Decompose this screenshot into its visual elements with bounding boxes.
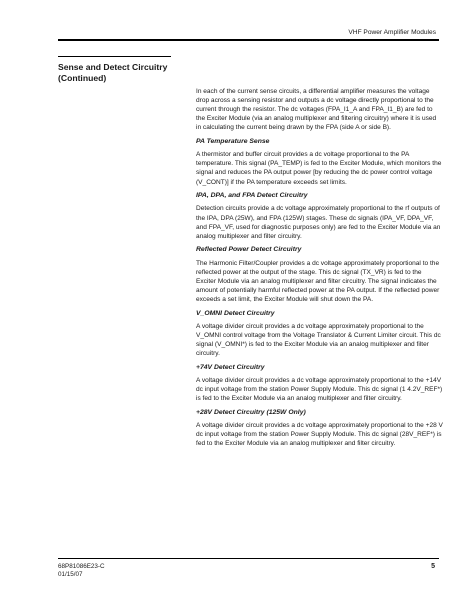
footer-date: 01/15/07	[58, 571, 83, 579]
plus-74v-heading: +74V Detect Circuitry	[196, 363, 265, 371]
plus-28v-paragraph: A voltage divider circuit provides a dc voltage approximately proportional to the +28 V dc input voltage from the station Power Supply Module. This dc signal (28V_REF*) is fed to the Exciter Module via an analog multiplexer and filter circuitry.	[196, 422, 443, 448]
section-title	[58, 62, 183, 83]
reflected-power-heading: Reflected Power Detect Circuitry	[196, 246, 302, 254]
v-omni-heading: V_OMNI Detect Circuitry	[196, 309, 275, 317]
body-content	[196, 87, 443, 453]
footer-doc-number: 68P81086E23-C	[58, 563, 105, 570]
pa-temperature-paragraph: A thermistor and buffer circuit provides a dc voltage proportional to the PA temperature. This signal (PA_TEMP) is fed to the Exciter Module, which monitors the signal and reduces the PA output power [by reducing the dc power control voltage (V_CONT)] if the PA temperature exceeds set limits.	[196, 151, 442, 186]
section-title-line-1: Sense and Detect Circuitry	[58, 62, 168, 72]
page-number: 5	[431, 563, 435, 570]
intro-paragraph: In each of the current sense circuits, a differential amplifier measures the voltage drop across a sensing resistor and outputs a dc voltage directly proportional to the current through the resistor. The dc voltages (FPA_I1_A and FPA_I1_B) are fed to the Exciter Module (via an analog multiplexer and filtering circuitry) where it is used in calculating the current being drawn by the FPA (side A or side B).	[196, 88, 437, 132]
detect-circuitry-heading: IPA, DPA, and FPA Detect Circuitry	[196, 192, 308, 200]
footer-document-info	[58, 563, 105, 579]
detect-circuitry-paragraph: Detection circuits provide a dc voltage approximately proportional to the rf outputs of the IPA, DPA (25W), and FPA (125W) stages. These dc signals (IPA_VF, DPA_VF, and FPA_VF, used for diagnostic purposes only) are fed to the Exciter Module via an analog multiplexer and filter circuitry.	[196, 205, 441, 240]
header-divider	[58, 39, 439, 41]
pa-temperature-heading: PA Temperature Sense	[196, 138, 270, 146]
reflected-power-paragraph: The Harmonic Filter/Coupler provides a dc voltage approximately proportional to the reflected power at the output of the stage. This dc signal (TX_VR) is fed to the Exciter Module via an analog multiplexer and filter circuitry. The signal indicates the amount of potentially harmful reflected power at the PA output. If the reflected power exceeds a set limit, the Exciter Module will shut down the PA.	[196, 259, 440, 303]
v-omni-paragraph: A voltage divider circuit provides a dc voltage approximately proportional to the V_OMNI control voltage from the Voltage Translator & Current Limiter circuit. This dc signal (V_OMNI*) is fed to the Exciter Module via an analog multiplexer and filter circuitry.	[196, 322, 441, 358]
plus-74v-paragraph: A voltage divider circuit provides a dc voltage approximately proportional to the +14V dc input voltage from the station Power Supply Module. This dc signal (1 4.2V_REF*) is fed to the Exciter Module via an analog multiplexer and filter circuitry.	[196, 376, 443, 403]
section-divider	[58, 56, 171, 57]
footer-divider	[58, 558, 439, 559]
section-title-line-2: (Continued)	[58, 72, 107, 83]
plus-28v-heading: +28V Detect Circuitry (125W Only)	[196, 408, 306, 416]
running-header-title: VHF Power Amplifier Modules	[348, 29, 436, 36]
